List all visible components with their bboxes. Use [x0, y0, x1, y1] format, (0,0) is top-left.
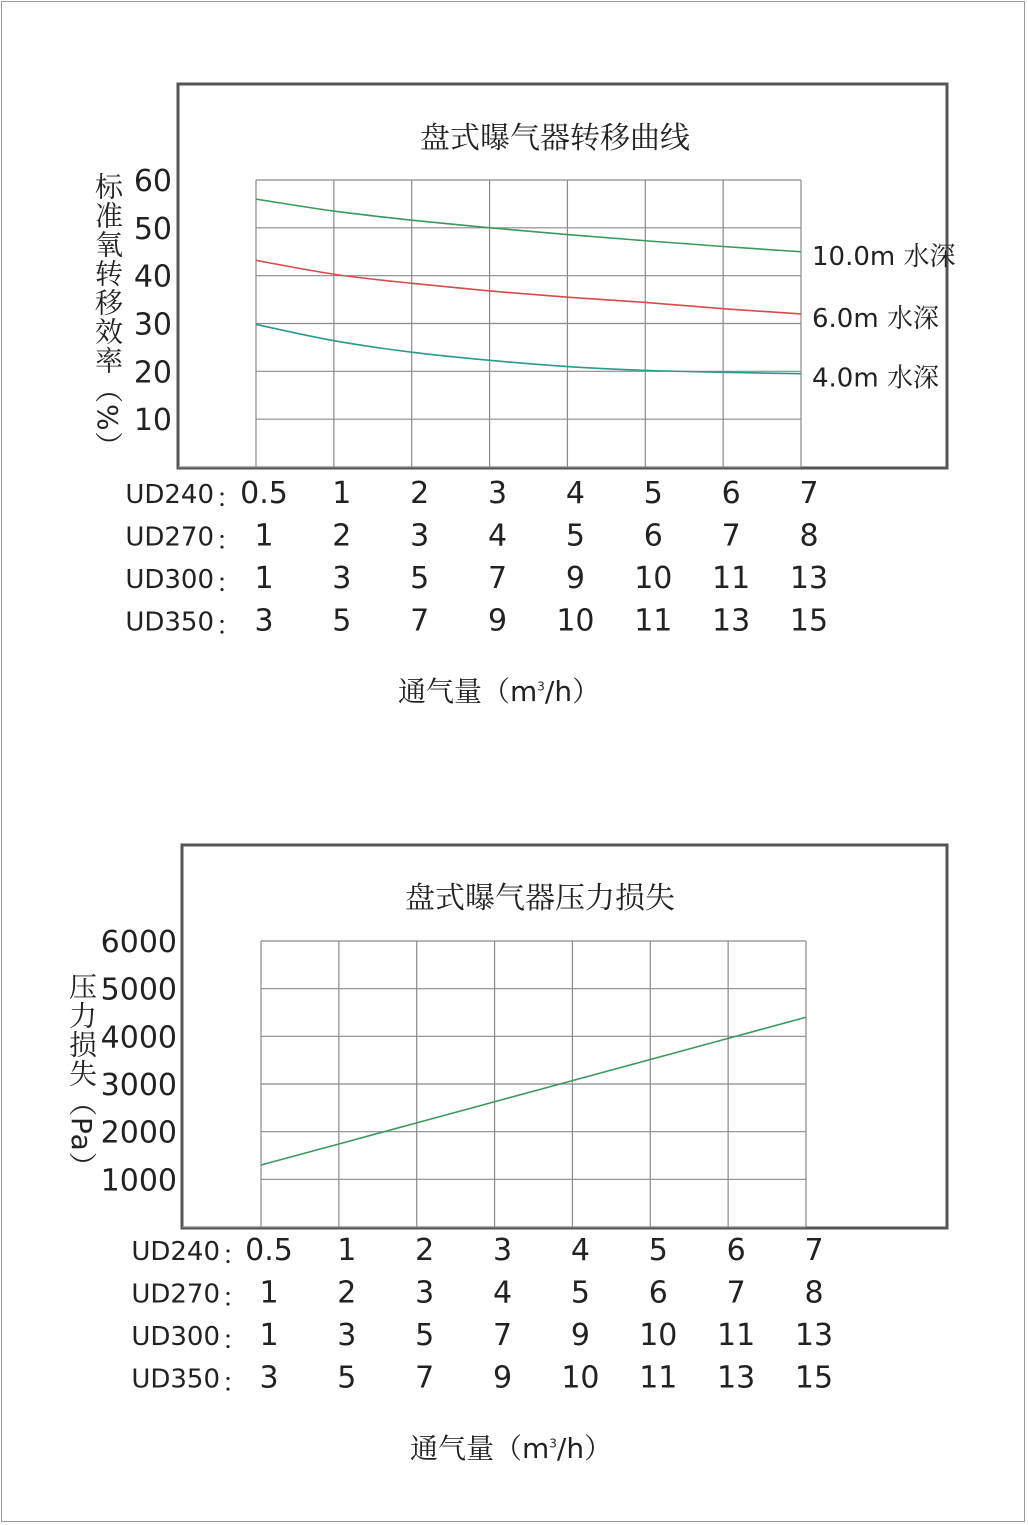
x-tick-label: 4: [493, 1275, 513, 1311]
x-tick-label: 5: [643, 476, 663, 511]
x-scale-name: UD350: [131, 1364, 220, 1395]
y-tick-label: 2000: [100, 1115, 177, 1151]
x-tick-label: 15: [794, 1360, 834, 1396]
x-tick-label: 6: [721, 476, 741, 511]
x-tick-label: 13: [794, 1318, 834, 1353]
x-scale-name: UD300: [125, 565, 214, 595]
x-axis-label-prefix: 通气量（m: [410, 1432, 550, 1465]
y-tick-label: 6000: [100, 925, 177, 960]
y-tick-label: 5000: [100, 972, 177, 1008]
x-tick-label: 3: [254, 603, 274, 639]
x-tick-label: 4: [488, 518, 508, 554]
y-tick-label: 50: [133, 211, 172, 247]
x-tick-label: 7: [488, 561, 508, 596]
x-axis-label-suffix: /h）: [556, 1432, 613, 1465]
x-tick-label: 3: [493, 1233, 513, 1268]
x-tick-label: 7: [799, 476, 819, 511]
y-tick-label: 10: [133, 403, 172, 439]
x-tick-label: 0.5: [245, 1233, 293, 1268]
x-tick-label: 5: [565, 518, 585, 554]
x-tick-label: 7: [804, 1233, 824, 1268]
x-tick-label: 1: [259, 1275, 279, 1311]
series-label: 10.0m 水深: [812, 241, 956, 272]
x-tick-label: 3: [488, 476, 508, 511]
x-tick-label: 6: [726, 1233, 746, 1268]
x-tick-label: 10: [639, 1318, 678, 1353]
x-tick-label: 1: [254, 561, 274, 596]
series-label: 4.0m 水深: [812, 363, 939, 394]
x-scale-name: UD270: [125, 522, 214, 553]
x-tick-label: 11: [639, 1360, 678, 1396]
x-tick-label: 13: [717, 1360, 756, 1396]
x-tick-label: 3: [415, 1275, 435, 1311]
x-scale-colon: ：: [222, 1283, 249, 1314]
series-label: 6.0m 水深: [812, 303, 939, 334]
x-tick-label: 5: [570, 1275, 590, 1311]
chart-title: 盘式曝气器转移曲线: [420, 121, 690, 156]
x-tick-label: 11: [717, 1318, 756, 1353]
x-tick-label: 6: [643, 518, 663, 554]
x-tick-label: 2: [410, 476, 430, 511]
x-tick-label: 5: [648, 1233, 668, 1268]
x-tick-label: 3: [259, 1360, 279, 1396]
y-tick-label: 4000: [100, 1020, 177, 1056]
x-axis-label-prefix: 通气量（m: [398, 675, 538, 708]
y-tick-label: 30: [133, 307, 172, 343]
y-tick-label: 40: [133, 259, 172, 295]
x-tick-label: 7: [493, 1318, 513, 1353]
x-tick-label: 10: [634, 561, 673, 596]
x-tick-label: 7: [410, 603, 430, 639]
x-tick-label: 7: [415, 1360, 435, 1396]
series-line: [261, 1017, 806, 1165]
y-tick-label: 60: [133, 164, 172, 199]
x-tick-label: 8: [804, 1275, 824, 1311]
x-axis-label-suffix: /h）: [544, 675, 601, 708]
x-tick-label: 4: [565, 476, 585, 511]
x-tick-label: 5: [332, 603, 352, 639]
x-scale-colon: ：: [222, 1241, 249, 1271]
chart-title: 盘式曝气器压力损失: [405, 881, 675, 916]
x-axis-label-sup: 3: [549, 1436, 557, 1451]
x-tick-label: 10: [556, 603, 595, 639]
x-tick-label: 7: [726, 1275, 746, 1311]
x-axis-label-sup: 3: [537, 679, 545, 694]
x-tick-label: 9: [570, 1318, 590, 1353]
y-tick-label: 1000: [100, 1163, 177, 1199]
x-tick-label: 5: [415, 1318, 435, 1353]
x-tick-label: 2: [415, 1233, 435, 1268]
x-scale-colon: ：: [216, 484, 243, 514]
x-tick-label: 3: [410, 518, 430, 554]
x-tick-label: 8: [799, 518, 819, 554]
x-tick-label: 6: [648, 1275, 668, 1311]
x-tick-label: 11: [712, 561, 751, 596]
x-tick-label: 15: [789, 603, 829, 639]
x-scale-colon: ：: [216, 569, 243, 599]
x-tick-label: 5: [337, 1360, 357, 1396]
x-tick-label: 1: [332, 476, 352, 511]
x-scale-name: UD350: [125, 607, 214, 638]
x-tick-label: 2: [337, 1275, 357, 1311]
y-axis-label: 压力损失（Pa）: [65, 972, 98, 1181]
x-tick-label: 13: [789, 561, 829, 596]
x-scale-name: UD240: [131, 1237, 220, 1267]
x-scale-colon: ：: [222, 1368, 249, 1399]
x-tick-label: 9: [565, 561, 585, 596]
x-tick-label: 3: [332, 561, 352, 596]
x-scale-name: UD270: [131, 1279, 220, 1310]
y-tick-label: 3000: [100, 1068, 177, 1103]
x-tick-label: 5: [410, 561, 430, 596]
x-tick-label: 1: [259, 1318, 279, 1353]
y-tick-label: 20: [133, 355, 172, 391]
x-scale-name: UD240: [125, 480, 214, 510]
x-tick-label: 3: [337, 1318, 357, 1353]
x-tick-label: 0.5: [240, 476, 288, 511]
x-tick-label: 1: [337, 1233, 357, 1268]
x-tick-label: 4: [570, 1233, 590, 1268]
x-tick-label: 11: [634, 603, 673, 639]
x-tick-label: 2: [332, 518, 352, 554]
x-scale-name: UD300: [131, 1322, 220, 1352]
x-tick-label: 10: [561, 1360, 600, 1396]
x-tick-label: 9: [493, 1360, 513, 1396]
x-scale-colon: ：: [222, 1326, 249, 1356]
y-axis-label: 标准氧转移效率（%）: [91, 172, 124, 461]
x-tick-label: 9: [488, 603, 508, 639]
x-scale-colon: ：: [216, 611, 243, 642]
x-tick-label: 7: [721, 518, 741, 554]
x-scale-colon: ：: [216, 526, 243, 557]
x-tick-label: 13: [712, 603, 751, 639]
x-tick-label: 1: [254, 518, 274, 554]
